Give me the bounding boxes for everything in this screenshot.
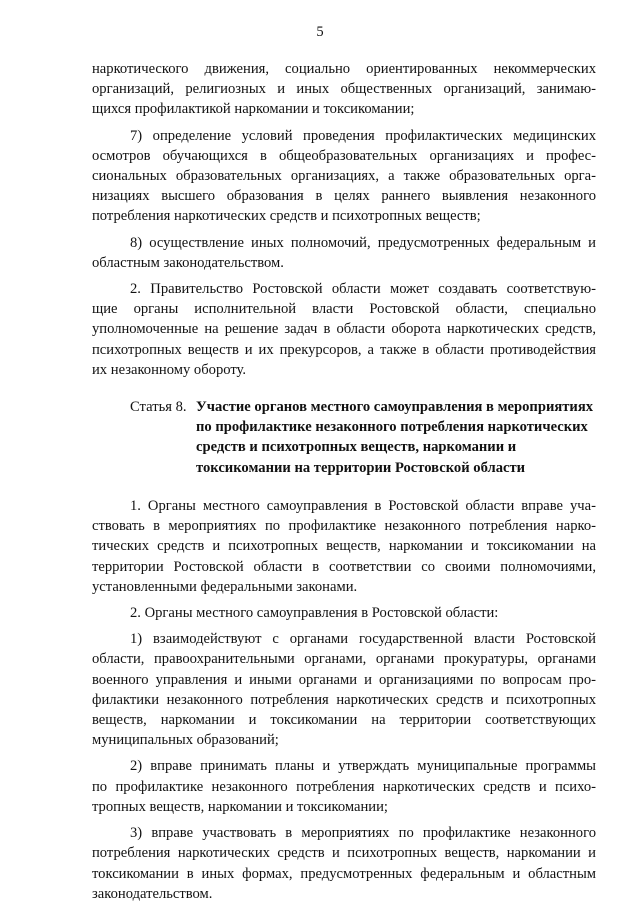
text-line: по профилактике незаконного потребления наркотических средств и психо- (92, 778, 596, 795)
text-line: военного управления и иными органами и организациями по вопросам про- (92, 671, 596, 688)
text-line: токсикомании в иных формах, предусмотренных федеральным и областным (92, 865, 596, 882)
text-line: сиональных образовательных организациях, а также образовательных орга- (92, 168, 596, 185)
text-line: муниципальных образований; (92, 732, 279, 749)
text-line: тропных веществ, наркомании и токсикомании; (92, 798, 388, 815)
paragraph-item-8 (92, 233, 596, 273)
paragraph-continuation (92, 59, 596, 120)
text-line: установленными федеральными законами. (92, 578, 358, 595)
text-line: потребления наркотических средств и психотропных веществ, наркомании и (92, 845, 596, 862)
text-line: 2) вправе принимать планы и утверждать муниципальные программы (130, 758, 596, 775)
paragraph-article-8-part-1 (92, 496, 596, 597)
text-line: 1) взаимодействуют с органами государственной власти Ростовской (130, 631, 596, 648)
article-title-line: токсикомании на территории Ростовской области (196, 459, 526, 476)
text-line: области, правоохранительными органами, органами прокуратуры, органами (92, 651, 596, 668)
text-line: законодательством. (92, 885, 213, 902)
text-line: 2. Органы местного самоуправления в Ростовской области: (130, 605, 499, 622)
text-line: 7) определение условий проведения профилактических медицинских (130, 127, 596, 144)
text-line: осмотров обучающихся в общеобразовательных организациях и профес- (92, 147, 596, 164)
text-line: уполномоченные на решение задач в области оборота наркотических средств, (92, 321, 596, 338)
text-line: психотропных веществ и их прекурсоров, а также в области противодействия (92, 341, 596, 358)
paragraph-article-8-item-1 (92, 629, 596, 750)
text-line: филактики незаконного потребления наркотических средств и психотропных (92, 691, 596, 708)
article-label: Статья 8. (130, 399, 187, 416)
text-line: 8) осуществление иных полномочий, предусмотренных федеральным и (130, 234, 596, 251)
article-title (196, 397, 596, 478)
text-line: 2. Правительство Ростовской области может создавать соответствую- (130, 281, 596, 298)
text-line: 1. Органы местного самоуправления в Ростовской области вправе уча- (130, 498, 596, 515)
text-line: областным законодательством. (92, 254, 284, 271)
article-title-line: Участие органов местного самоуправления в мероприятиях (196, 399, 594, 416)
text-line: ствовать в мероприятиях по профилактике незаконного потребления нарко- (92, 518, 596, 535)
paragraph-article-8-item-2 (92, 756, 596, 817)
paragraph-article-8-item-3 (92, 823, 596, 904)
text-line: организаций, религиозных и иных общественных организаций, занимаю- (92, 81, 596, 98)
page-number: 5 (316, 24, 324, 40)
article-title-line: по профилактике незаконного потребления наркотических (196, 419, 588, 436)
text-line: 3) вправе участвовать в мероприятиях по профилактике незаконного (130, 825, 596, 842)
text-line: низациях высшего образования в целях раннего выявления незаконного (92, 188, 596, 205)
text-line: наркотического движения, социально ориентированных некоммерческих (92, 61, 596, 77)
text-line: щихся профилактикой наркомании и токсикомании; (92, 101, 415, 118)
article-title-line: средств и психотропных веществ, наркомании и (196, 439, 517, 456)
document-body (92, 59, 596, 904)
paragraph-part-2 (92, 279, 596, 380)
text-line: веществ, наркомании и токсикомании на территории соответствующих (92, 712, 596, 729)
text-line: щие органы исполнительной власти Ростовской области, специально (92, 301, 596, 318)
text-line: территории Ростовской области в соответствии со своими полномочиями, (92, 558, 596, 575)
text-line: тических средств и психотропных веществ, наркомании и токсикомании на (92, 538, 596, 555)
article-heading (130, 397, 596, 479)
paragraph-article-8-part-2 (92, 603, 596, 623)
text-line: потребления наркотических средств и психотропных веществ; (92, 208, 481, 225)
text-line: их незаконному обороту. (92, 361, 247, 378)
paragraph-item-7 (92, 126, 596, 227)
